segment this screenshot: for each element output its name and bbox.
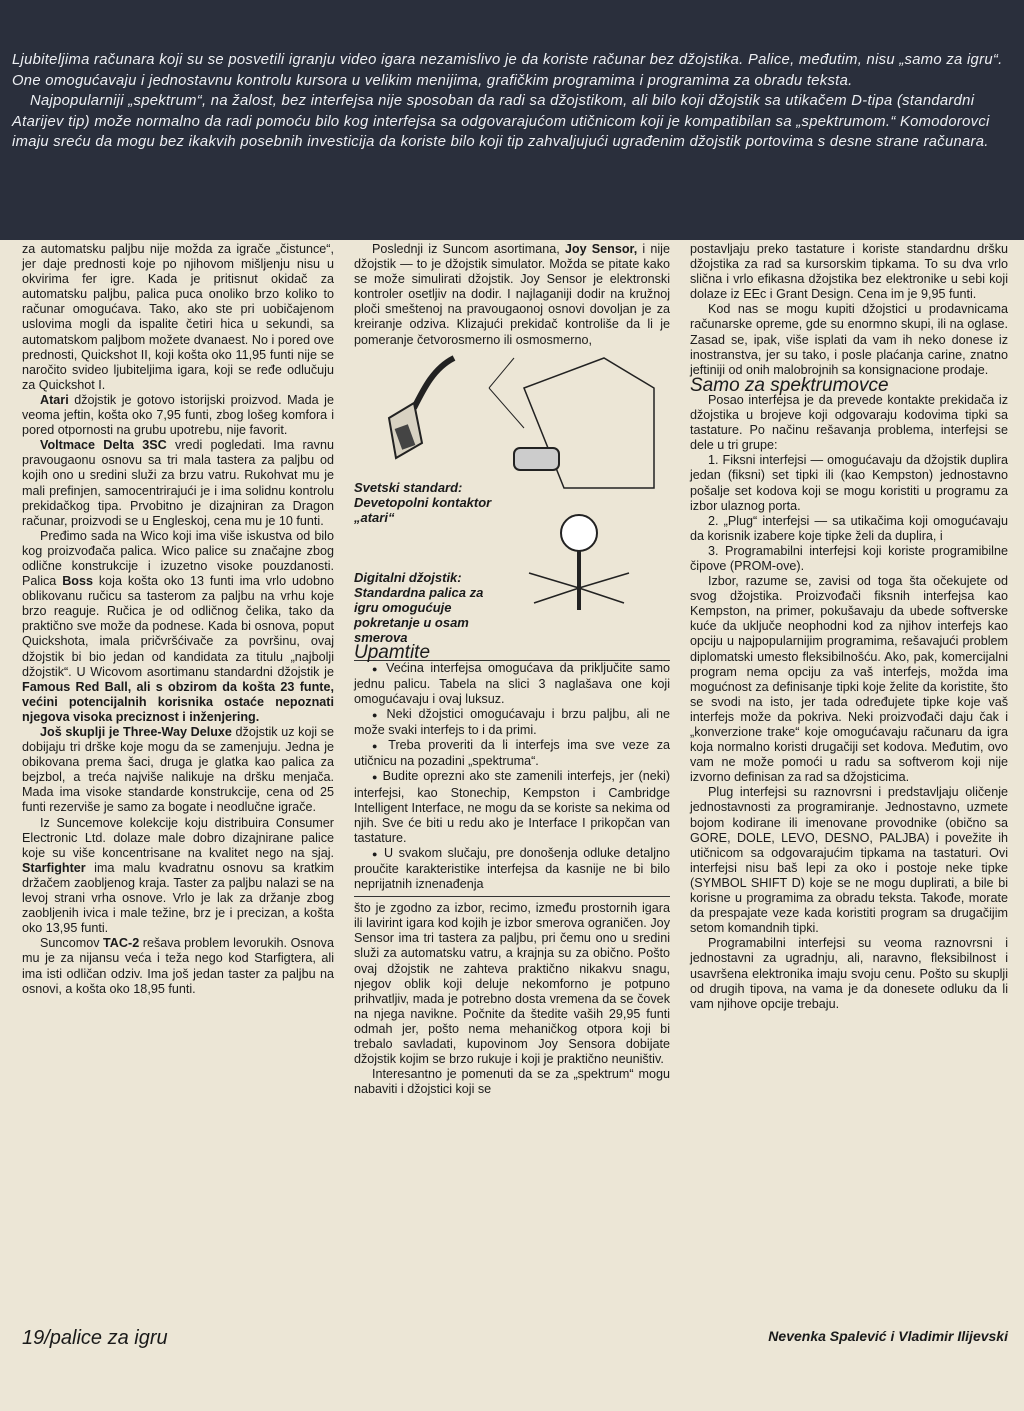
pointer-line-2 (489, 388, 524, 428)
col2-paragraph-joysensor (354, 242, 670, 348)
col1-paragraph-atari (22, 393, 334, 438)
arrow-right (579, 573, 629, 588)
col3-paragraph-6: 3. Programabilni interfejsi koji koriste programibilne čipove (PROM-ove). (690, 543, 1008, 573)
voltmace-text: vredi pogledati. Ima ravnu pravougaonu osnovu sa tri mala tastera za paljbu od kojih ono u sredini služi za brzu vatru. Rukohvat mu je mali prefinjen, samocentrirajući je i ima solidnu kontrolu prekidačkog tipa. Prvobitno je dizajniran za Dragon računar, proizvodi se u Engleskoj, cena mu je 10 funti. (22, 438, 334, 528)
arrow-down-right (579, 588, 624, 603)
arrow-left (529, 573, 579, 588)
threeway-text: džojstik uz koji se dobijaju tri drške koje mogu da se zamenjuju. Jedna je obikovana prema šaci, druga je glatka kao palica za bejzbol, a treća najviše nalikuje na dršku menjača. Mada ima visoke standarde konstrukcije, cena od 25 funti rezervišе je samo za bogate i neodlučne igrače. (22, 725, 334, 815)
col2-paragraph-3: Interesantno je pomenuti da se za „spektrum“ mogu nabaviti i džojstici koji se (354, 1067, 670, 1097)
col1-paragraph-voltmace (22, 438, 334, 529)
remember-item: ● Treba proveriti da li interfejs ima sve veze za utičnicu na pozadini „spektruma“. (354, 738, 670, 769)
joysensor-name: Joy Sensor, (564, 242, 638, 256)
col3-paragraph-4: 1. Fiksni interfejsi — omogućavaju da džojstik duplira jedan (fiksni) set tipki ili (kao Kempston) jednostavno pošalje set kodova koji se mogu koristiti u programu za izbor ulaznog porta. (690, 453, 1008, 513)
col1-paragraph-1: za automatsku paljbu nije možda za igrače „čistunce“, jer daje prednosti koje po njihovom mišljenju nisu u okvirima fer igre. Kada je pritisnut okidač za automatsku paljbu, palica puca onoliko brzo koliko to računar omogućava. Tako, ako ste pri uobičajenom uslovima mogli da ispalite četiri hica u sekundi, sa automatskom paljbom možete dvanaest. No i pored ove prednosti, Quickshot II, koji košta oko 11,95 funti nije se naročito svideo ljubiteljima igara, koji se ređe odlučuju za Quickshot I. (22, 242, 334, 392)
column-3 (690, 242, 1008, 1012)
divider (354, 896, 670, 897)
page-footer-label: 19/palice za igru (22, 1327, 168, 1349)
col3-paragraph-9: Programabilni interfejsi su veoma raznovrsni i jednostavni za ugradnju, ali, naravno, fleksibilnost i usavršena elektronika imaju svoju cenu. Pošto su skuplji od drugih tipova, na vama je da donesete odluku da li vam njihove opcije trebaju. (690, 936, 1008, 1011)
authors: Nevenka Spalević i Vladimir Ilijevski (768, 1328, 1008, 1344)
col3-paragraph-5: 2. „Plug“ interfejsi — sa utikačima koji omogućavaju da korisnik izabere koje tipke želi da duplira, i (690, 513, 1008, 543)
col3-paragraph-8: Plug interfejsi su raznovrsni i predstavljaju oličenje jednostavnosti za programiranje. Jednostavno, uzmete bojom kodirane ili imenovane provodnike (obično sa GORE, DOLE, LEVO, DESNO, PALJBA) i povežite ih utičnicom sa odgovarajućim tipkama na tastaturi. Ovi interfejsi nisu baš lepi za oko i postoje neke tipke (SYMBOL SHIFT D) koje se ne mogu duplirati, a bile bi korisne u programima za obradu teksta. Takođe, morate da prespajate veze kada koristiti program sa drugačijim setom komandnih tipki. (690, 785, 1008, 936)
intro-banner (0, 0, 1024, 240)
remember-item: ● Neki džojstici omogućavaju i brzu paljbu, ali ne može svaki interfejs to i da primi. (354, 707, 670, 738)
col1-paragraph-wico (22, 529, 334, 725)
joysensor-text-b: i nije džojstik — to je džojstik simulator. Možda se pitate kako se može simulirati džojstik. Joy Sensor je elektronski kontroler osetljiv na dodir. I najlaganiji dodir na kružnoj ploči smeštenoj na pravougaonoj osnovi dovoljan je za kreiranje odziva. Klizajući prekidač kontroliše da li je pomeranje četvorosmerno ili osmosmerno, (354, 242, 670, 347)
spektrum-heading: Samo za spektrumovce (690, 374, 889, 396)
remember-item: ● Budite oprezni ako ste zamenili interfejs, jer (neki) interfejsi, kao Stonechip, Kempston i Cambridge Intelligent Interface, ne mogu da se koriste sa nekima od njih. Sve će biti u redu ako je Interface I prikopčan van tastature. (354, 769, 670, 845)
remember-item: ● Većina interfejsa omogućava da priključite samo jednu palicu. Tabela na slici 3 naglašava one koji omogućavaju i ovaj luksuz. (354, 661, 670, 707)
col1-paragraph-suncom (22, 816, 334, 937)
suncom-text-a: Iz Suncemove kolekcije koju distribuira Consumer Electronic Ltd. dolaze male dobro dizajnirane palice koje su više koncentrisane na kvalitet nego na sjaj. (22, 815, 334, 860)
col3-paragraph-1: postavljaju preko tastature i koriste standardnu dršku džojstika za rad sa kursorskim tipkama. To su dva vrlo slična i vrlo efikasna džojstika bez elektronike u sebi koji dolaze iz EEc i Grant Design. Cena im je 9,95 funti. (690, 242, 1008, 302)
caption-digital: Digitalni džojstik: Standardna palica za igru omogućuje pokretanje u osam smerova (354, 569, 484, 645)
col3-paragraph-7: Izbor, razume se, zavisi od toga šta očekujete od svog džojstika. Proizvođači fiksnih interfejsa kao Kempston, na primer, pokušavaju da ubede softverske kuće da uključe neophodni kod za njihov interfejs kao opciju u najpopularnijim programima, rešavajući problem diplomatski umesto fleksibilnošću. Ako, pak, komercijalni program nema opciju za vaš interfejs, možda ima mogućnost za definisanje tipki koje želite da koristite, što se svodi na isto, jer tada određujete tipke koje vaš interfejs može da pokriva. Neki proizvođači daju čak i „konverzione trake“ koje omogućavaju računaru da igra koja normalno koristi drugačiji set kodova. Međutim, ovo vam ne može pomoći u radu sa softverom koji nije izvorno definisan za rad sa džojsticima. (690, 574, 1008, 785)
atari-text: džojstik je gotovo istorijski proizvod. Mada je veoma jeftin, košta oko 7,95 funti, zbog lošeg komfora i pored otpornosti na grubu upotrebu, nije favorit. (22, 392, 334, 438)
column-2 (354, 242, 670, 1097)
joysensor-text-a: Poslednji iz Suncom asortimana, (372, 242, 565, 256)
caption-standard-text: Svetski standard: Devetopolni kontaktor „atari“ (354, 479, 492, 525)
voltmace-name: Voltmace Delta 3SC (40, 438, 167, 453)
col1-paragraph-tac2 (22, 936, 334, 996)
col3-paragraph-3: Posao interfejsa je da prevede kontakte prekidača iz džojstika u brojeve koji odgovaraju kodovima tipki sa tastature. Po načinu rešavanja problema, interfejsi se dele u tri grupe: (690, 392, 1008, 453)
connector-illustration (354, 348, 670, 610)
upamtite-heading: Upamtite (354, 645, 670, 661)
wico-text-b: koja košta oko 13 funti ima vrlo udobno oblikovanu ručicu sa tasterom za paljbu na vrhu koje brzo reaguje. Ručica je od odličnog čelika, tako da praktično sve može da podnese. Kada bi osnova, poput Quickshota, imala pričvršćivače za površinu, ovaj džojstik bi bio jedan od kandidata za titulu „najbolji džojstik“. U Wicovom asortimanu standardni džojstik je (22, 574, 334, 679)
starfighter-name: Starfighter (22, 860, 86, 875)
col1-paragraph-threeway (22, 725, 334, 816)
suncom-text-b: ima malu kvadratnu osnovu sa kratkim držačem zaobljenog kraja. Taster za paljbu nalazi se na levoj strani vrha osnove. Vrlo je lak za držanje zbog zaobljenih ivica i male težine, brz je i precizan, a košta oko 13,95 funti. (22, 860, 334, 936)
red-ball-text: Famous Red Ball, ali s obzirom da košta 23 funte, većini potencijalnih korisnika ostaće nepoznati njegova visoka preciznost i inženjering. (22, 679, 334, 724)
pointer-line (489, 358, 514, 388)
remember-list (354, 661, 670, 892)
d-socket-shape (514, 448, 559, 470)
tac2-text-a: Suncomov (40, 936, 104, 951)
caption-standard (354, 480, 504, 525)
illustration-area (354, 348, 670, 610)
atari-name: Atari (40, 392, 69, 407)
tac2-text-b: rešava problem levorukih. Osnova mu je za nijansu veća i teža nego kod Starfigtera, ali ima isti odličan odziv. Ima još jedan taster za paljbu na osnovi, a košta oko 18,95 funti. (22, 936, 334, 996)
remember-item: ● U svakom slučaju, pre donošenja odluke detaljno proučite karakteristike interfejsa da kasnije ne bi bilo neprijatnih iznenađenja (354, 846, 670, 892)
cable-shape (414, 358, 454, 408)
threeway-name: Još skuplji je Three-Way Deluxe (40, 725, 232, 739)
wico-text-a: Pređimo sada na Wico koji ima više iskustva od bilo kog proizvođača palica. Wico palice su značajne zbog odlične konstrukcije i izuzetno visoke pouzdanosti. Palica (22, 528, 334, 589)
col2-paragraph-2: što je zgodno za izbor, recimo, između prostornih igara ili lavirint igara kod kojih je izbor smerova ograničen. Joy Sensor ima tri tastera za paljbu, pri čemu ono u sredini služi za automatsku vatru, a krajnja su za obično. Pošto ovaj džojstik ne zahteva praktično nikakvu snagu, njegov oblik koji deluje nekomforno je potpuno prihvatljiv, mada je potrebno dosta vremena da se čovek na njega navikne. Počnite da štedite vaših 29,95 funti odmah jer, pošto nema mehaničkog otpora koji bi trebalo savladati, kupovinom Joy Sensora dobijate džojstik kojim se brzo rukuje i koji je praktično neuništiv. (354, 901, 670, 1067)
arrow-down-left (534, 588, 579, 603)
joystick-knob (561, 515, 597, 551)
intro-paragraph-1: Ljubiteljima računara koji su se posvetili igranju video igara nezamislivo je da koriste računar bez džojstika. Palice, međutim, nisu „samo za igru“. One omogućavaju i jednostavnu kontrolu kursora u velikim menijima, grafičkim programima i programima za obradu teksta. (12, 52, 1003, 89)
tac2-name: TAC-2 (103, 936, 140, 951)
column-1 (22, 242, 334, 997)
intro-paragraph-2: Najpopularniji „spektrum“, na žalost, bez interfejsa nije sposoban da radi sa džojstikom, ali bilo koji džojstik sa utikačem D-tipa (standardni Atarijev tip) može normalno da radi pomoću bilo kog interfejsa sa odgovarajućom utičnicom koji je kompatibilan sa „spektrumom.“ Komodorovci imaju sreću da mogu bez ikakvih posebnih investicija da koriste bilo koji tip zahvaljujući ugrađenim džojstik portovima s desne strane računara. (12, 93, 990, 151)
boss-name: Boss (62, 574, 93, 589)
col3-paragraph-2: Kod nas se mogu kupiti džojstici u prodavnicama računarske opreme, gde su enormno skupi, ili na oglase. Zasad se, ipak, više isplati da vam ih neko donese iz inostranstva, jer su tako, i posle plaćanja carine, znatno jeftiniji od onih malobrojnih sa konsignacione prodaje. (690, 302, 1008, 377)
